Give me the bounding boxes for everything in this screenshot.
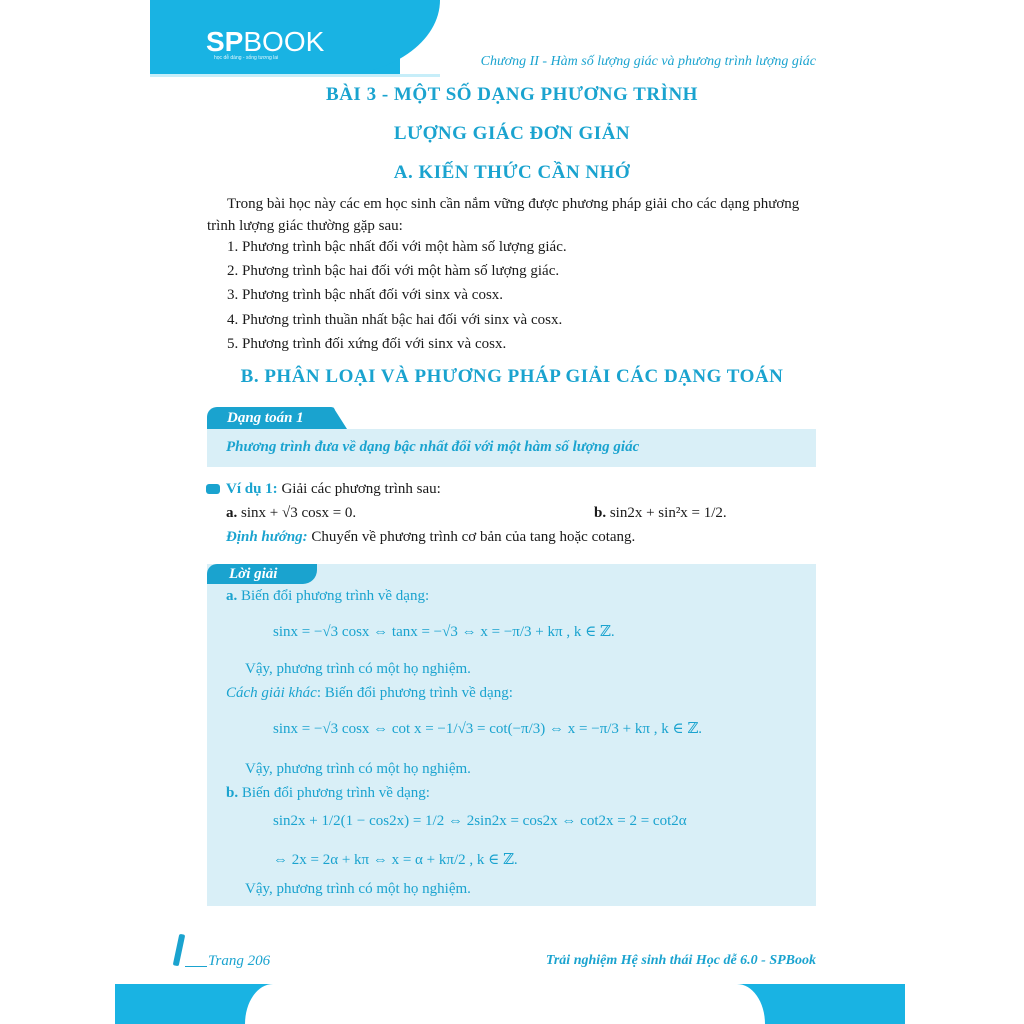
example-label: Ví dụ 1:	[226, 481, 278, 497]
part-b-equation: sin2x + sin²x = 1/2.	[609, 505, 727, 521]
equation-b1: sin2x + 1/2(1 − cos2x) = 1/2 ⇔ 2sin2x = cos2x ⇔ cot2x = 2 = cot2α	[273, 813, 687, 829]
part-b-label: b.	[594, 505, 607, 521]
topic-title: Phương trình đưa về dạng bậc nhất đối với một hàm số lượng giác	[226, 439, 640, 455]
hint-text: Chuyển về phương trình cơ bản của tang hoặc cotang.	[311, 529, 636, 545]
dang-toan-tag: Dạng toán 1	[207, 407, 335, 429]
part-a-label: a.	[226, 505, 238, 521]
section-b-heading: B. PHÂN LOẠI VÀ PHƯƠNG PHÁP GIẢI CÁC DẠNG TOÁN	[240, 366, 784, 387]
list-item: 2. Phương trình bậc hai đối với một hàm số lượng giác.	[227, 263, 560, 279]
hint-line	[226, 529, 635, 546]
chapter-title: Chương II - Hàm số lượng giác và phương trình lượng giác	[480, 54, 816, 69]
pen-icon	[173, 934, 186, 967]
equation-a1: sinx = −√3 cosx ⇔ tanx = −√3 ⇔ x = −π/3 + kπ , k ∈ ℤ.	[273, 624, 615, 640]
solution-b-intro	[226, 785, 430, 802]
hint-label: Định hướng:	[226, 529, 308, 545]
example-heading	[226, 481, 441, 498]
dang-toan-tag-tip	[333, 407, 347, 429]
list-item: 1. Phương trình bậc nhất đối với một hàm số lượng giác.	[227, 239, 567, 255]
alternative-intro: : Biến đổi phương trình về dạng:	[316, 685, 513, 701]
solution-a-label: a.	[226, 588, 238, 604]
list-item: 5. Phương trình đối xứng đối với sinx và cosx.	[227, 336, 507, 352]
lesson-title-line1: BÀI 3 - MỘT SỐ DẠNG PHƯƠNG TRÌNH	[326, 84, 698, 105]
solution-b-intro-text: Biến đổi phương trình về dạng:	[241, 785, 430, 801]
solution-b-label: b.	[226, 785, 239, 801]
example-part-b	[594, 505, 727, 522]
example-prompt: Giải các phương trình sau:	[281, 481, 441, 497]
lesson-title-line2: LƯỢNG GIÁC ĐƠN GIẢN	[393, 123, 631, 144]
alternative-method	[226, 685, 513, 702]
conclusion-2: Vậy, phương trình có một họ nghiệm.	[245, 761, 471, 777]
intro-paragraph: Trong bài học này các em học sinh cần nắm vững được phương pháp giải cho các dạng phương trình lượng giác thường gặp sau:	[207, 196, 800, 234]
solution-a-intro-text: Biến đổi phương trình về dạng:	[241, 588, 430, 604]
footer-underline	[185, 966, 207, 967]
header-band-curve	[330, 0, 440, 76]
example-part-a	[226, 505, 356, 522]
chat-bubble-icon	[206, 484, 220, 494]
conclusion-3: Vậy, phương trình có một họ nghiệm.	[245, 881, 471, 897]
logo-tagline: học dễ dàng - sống tương lai	[214, 55, 279, 61]
conclusion-1: Vậy, phương trình có một họ nghiệm.	[245, 661, 471, 677]
equation-a2: sinx = −√3 cosx ⇔ cot x = −1/√3 = cot(−π/3) ⇔ x = −π/3 + kπ , k ∈ ℤ.	[273, 721, 703, 737]
equation-b2: ⇔ 2x = 2α + kπ ⇔ x = α + kπ/2 , k ∈ ℤ.	[273, 852, 518, 868]
list-item: 3. Phương trình bậc nhất đối với sinx và cosx.	[227, 287, 504, 303]
solution-tag: Lời giải	[207, 564, 317, 584]
list-item: 4. Phương trình thuần nhất bậc hai đối với sinx và cosx.	[227, 312, 563, 328]
solution-a-intro	[226, 588, 429, 605]
part-a-equation: sinx + √3 cosx = 0.	[241, 505, 357, 521]
spbook-logo: SPBOOK	[206, 26, 325, 57]
footer-band-gap	[245, 984, 765, 1024]
page-number: Trang 206	[208, 953, 271, 969]
section-a-heading: A. KIẾN THỨC CẦN NHỚ	[393, 162, 631, 183]
footer-slogan: Trải nghiệm Hệ sinh thái Học dễ 6.0 - SPBook	[545, 953, 816, 968]
header-underline	[150, 74, 440, 77]
alternative-label: Cách giải khác	[226, 685, 317, 701]
